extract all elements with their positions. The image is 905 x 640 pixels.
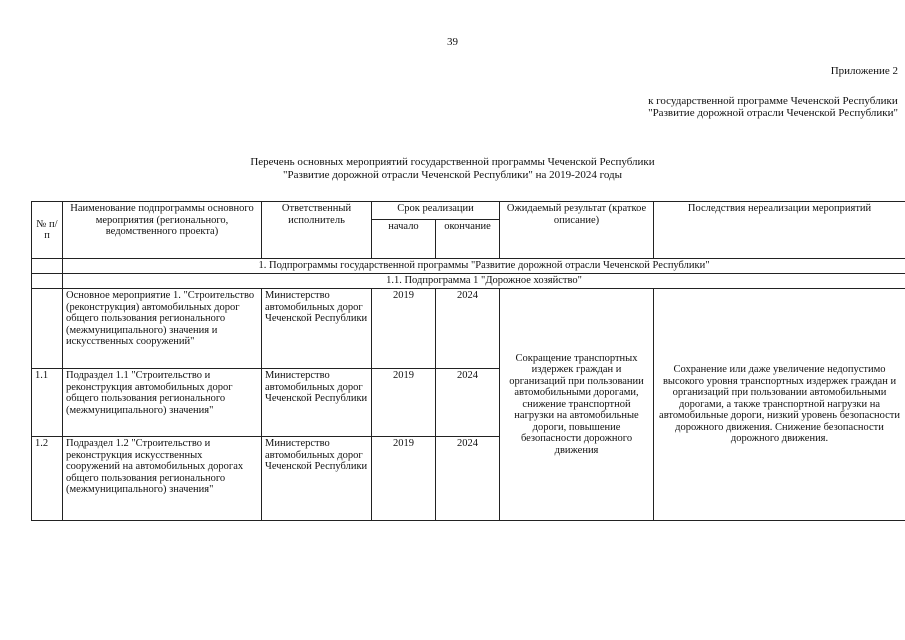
row-end: 2024 <box>436 369 500 437</box>
section-row <box>32 259 905 274</box>
row-start: 2019 <box>372 437 436 521</box>
row-name: Основное мероприятие 1. "Строительство (реконструкция) автомобильных дорог общего пользования регионального (межмуниципального) значения и искусственных сооружений" <box>63 289 262 369</box>
row-end: 2024 <box>436 437 500 521</box>
row-num: 1.1 <box>32 369 63 437</box>
row-executor: Министерство автомобильных дорог Чеченской Республики <box>262 369 372 437</box>
subsection-num-cell <box>32 274 63 289</box>
section-num-cell <box>32 259 63 274</box>
header-executor: Ответственный исполнитель <box>262 202 372 259</box>
row-num <box>32 289 63 369</box>
row-start: 2019 <box>372 289 436 369</box>
page-number: 39 <box>447 36 458 48</box>
table-row <box>32 289 905 369</box>
appendix-ref-line2: "Развитие дорожной отрасли Чеченской Республики" <box>648 107 898 119</box>
measures-table <box>31 201 905 521</box>
subsection-row <box>32 274 905 289</box>
consequences-cell: Сохранение или даже увеличение недопустимо высокого уровня транспортных издержек граждан и организаций при пользовании автомобильными дорогами, а также транспортной нагрузки на автомобильные дороги, низкий уровень безопасности дорожного движения. Снижение безопасности дорожного движения. <box>654 289 905 521</box>
header-end: окончание <box>436 220 500 259</box>
document-title <box>0 156 905 182</box>
row-name: Подраздел 1.1 "Строительство и реконструкция автомобильных дорог общего пользования регионального (межмуниципального) значения" <box>63 369 262 437</box>
section-title: 1. Подпрограммы государственной программы "Развитие дорожной отрасли Чеченской Республики" <box>63 259 905 274</box>
header-period: Срок реализации <box>372 202 500 220</box>
row-name: Подраздел 1.2 "Строительство и реконструкция искусственных сооружений на автомобильных дорогах общего пользования регионального (межмуниципального) значения" <box>63 437 262 521</box>
row-end: 2024 <box>436 289 500 369</box>
header-row-1 <box>32 202 905 220</box>
subsection-title: 1.1. Подпрограмма 1 "Дорожное хозяйство" <box>63 274 905 289</box>
row-start: 2019 <box>372 369 436 437</box>
appendix-ref-line1: к государственной программе Чеченской Республики <box>648 95 898 107</box>
row-executor: Министерство автомобильных дорог Чеченской Республики <box>262 437 372 521</box>
header-result: Ожидаемый результат (краткое описание) <box>500 202 654 259</box>
appendix-reference <box>648 95 898 119</box>
row-executor: Министерство автомобильных дорог Чеченской Республики <box>262 289 372 369</box>
expected-result-cell: Сокращение транспортных издержек граждан и организаций при пользовании автомобильными дорогами, снижение транспортной нагрузки на автомобильные дороги, повышение безопасности дорожного движения <box>500 289 654 521</box>
row-num: 1.2 <box>32 437 63 521</box>
title-line2: "Развитие дорожной отрасли Чеченской Республики" на 2019-2024 годы <box>282 169 622 181</box>
header-start: начало <box>372 220 436 259</box>
header-num: № п/п <box>32 202 63 259</box>
appendix-label: Приложение 2 <box>830 65 898 77</box>
header-consequences: Последствия нереализации мероприятий <box>654 202 905 259</box>
title-line1: Перечень основных мероприятий государственной программы Чеченской Республики <box>250 156 655 168</box>
header-name: Наименование подпрограммы основного мероприятия (регионального, ведомственного проекта) <box>63 202 262 259</box>
